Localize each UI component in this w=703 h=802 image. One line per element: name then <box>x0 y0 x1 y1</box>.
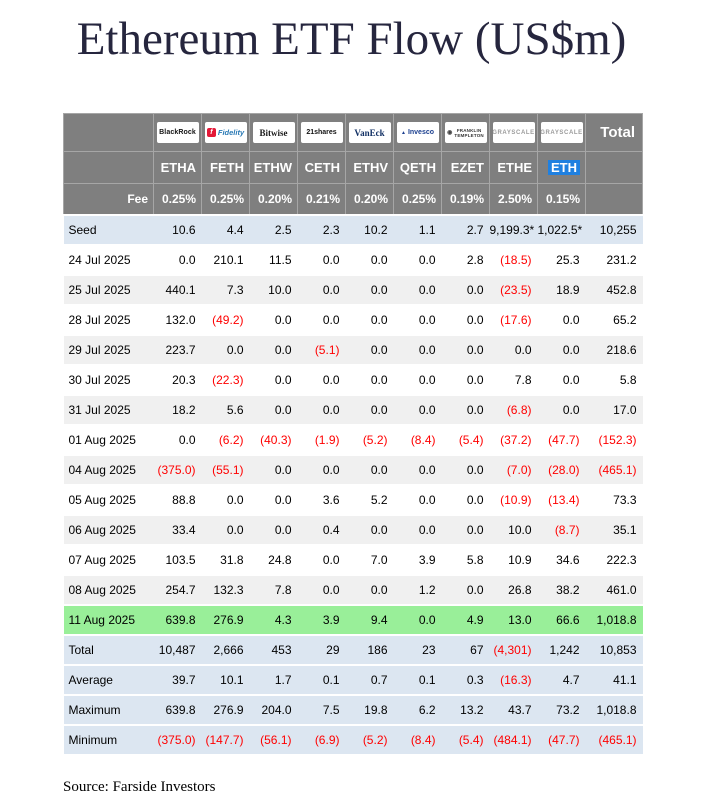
value-cell: 39.7 <box>154 665 202 695</box>
value-cell: (23.5) <box>490 275 538 305</box>
logo-text-line: FRANKLIN <box>456 127 482 133</box>
invesco-icon: ▲ <box>400 129 406 136</box>
table-row <box>64 395 643 425</box>
value-cell: (5.1) <box>298 335 346 365</box>
value-cell: 0.0 <box>250 305 298 335</box>
value-cell: 26.8 <box>490 575 538 605</box>
value-cell: 254.7 <box>154 575 202 605</box>
value-cell: 0.0 <box>394 455 442 485</box>
value-cell: 4.7 <box>538 665 586 695</box>
value-cell: 67 <box>442 635 490 665</box>
source-note: Source: Farside Investors <box>63 779 216 795</box>
value-cell: 0.0 <box>298 365 346 395</box>
value-cell: 7.0 <box>346 545 394 575</box>
value-cell: 0.0 <box>442 365 490 395</box>
value-cell: 29 <box>298 635 346 665</box>
row-label-cell: 08 Aug 2025 <box>64 575 154 605</box>
value-cell: 0.0 <box>298 575 346 605</box>
value-cell: 0.0 <box>346 455 394 485</box>
row-label-cell: 24 Jul 2025 <box>64 245 154 275</box>
table-row <box>64 425 643 455</box>
value-cell: 0.0 <box>394 305 442 335</box>
value-cell: (5.4) <box>442 725 490 754</box>
total-header: Total <box>586 114 643 152</box>
21shares-logo <box>301 122 343 143</box>
value-cell: 0.0 <box>442 335 490 365</box>
value-cell: 2.5 <box>250 215 298 245</box>
table-row <box>64 335 643 365</box>
value-cell: (18.5) <box>490 245 538 275</box>
vaneck-logo-text: VanEck <box>354 127 385 138</box>
value-cell: 0.0 <box>250 485 298 515</box>
row-label-cell: Maximum <box>64 695 154 725</box>
value-cell: 132.3 <box>202 575 250 605</box>
table-row <box>64 665 643 695</box>
value-cell: 0.0 <box>202 335 250 365</box>
value-cell: 2,666 <box>202 635 250 665</box>
provider-logo-cell <box>154 114 202 152</box>
value-cell: 3.6 <box>298 485 346 515</box>
value-cell: 10,487 <box>154 635 202 665</box>
value-cell: 10,853 <box>586 635 643 665</box>
value-cell: (17.6) <box>490 305 538 335</box>
fee-cell: 0.21% <box>298 184 346 216</box>
provider-logo-cell <box>490 114 538 152</box>
value-cell: 18.2 <box>154 395 202 425</box>
value-cell: 38.2 <box>538 575 586 605</box>
etf-flow-table <box>63 113 643 754</box>
value-cell: 0.0 <box>298 545 346 575</box>
value-cell: 25.3 <box>538 245 586 275</box>
provider-logo-cell <box>538 114 586 152</box>
value-cell: 0.0 <box>346 245 394 275</box>
value-cell: 132.0 <box>154 305 202 335</box>
ticker-cell: QETH <box>394 152 442 184</box>
franklin-templeton-logo-text <box>454 128 483 138</box>
value-cell: 4.4 <box>202 215 250 245</box>
row-label-cell: Seed <box>64 215 154 245</box>
value-cell: (47.7) <box>538 725 586 754</box>
value-cell: 10.2 <box>346 215 394 245</box>
value-cell: 0.0 <box>442 575 490 605</box>
value-cell: 31.8 <box>202 545 250 575</box>
row-label-cell: Average <box>64 665 154 695</box>
fee-cell: 0.15% <box>538 184 586 216</box>
value-cell: (375.0) <box>154 725 202 754</box>
row-label-cell: 25 Jul 2025 <box>64 275 154 305</box>
value-cell: 10.9 <box>490 545 538 575</box>
value-cell: 5.8 <box>586 365 643 395</box>
invesco-logo-text: Invesco <box>407 129 435 136</box>
fee-row <box>64 184 643 216</box>
value-cell: 0.0 <box>538 305 586 335</box>
ticker-cell: ETHE <box>490 152 538 184</box>
value-cell: (55.1) <box>202 455 250 485</box>
value-cell: 0.0 <box>346 335 394 365</box>
grayscale-logo-text: GRAYSCALE <box>540 129 583 136</box>
value-cell: 0.0 <box>298 275 346 305</box>
row-label-cell: Total <box>64 635 154 665</box>
value-cell: (28.0) <box>538 455 586 485</box>
vaneck-logo <box>349 122 391 143</box>
row-label-cell: Minimum <box>64 725 154 754</box>
value-cell: (6.8) <box>490 395 538 425</box>
value-cell: 0.0 <box>250 365 298 395</box>
provider-logo-cell <box>298 114 346 152</box>
value-cell: 0.1 <box>298 665 346 695</box>
value-cell: 23 <box>394 635 442 665</box>
value-cell: (22.3) <box>202 365 250 395</box>
value-cell: 18.9 <box>538 275 586 305</box>
franklin-templeton-icon: ◉ <box>447 130 453 136</box>
value-cell: 0.0 <box>298 395 346 425</box>
table-row <box>64 455 643 485</box>
value-cell: 231.2 <box>586 245 643 275</box>
value-cell: 4.9 <box>442 605 490 635</box>
value-cell: (8.4) <box>394 425 442 455</box>
value-cell: 0.0 <box>202 515 250 545</box>
fee-cell: 0.19% <box>442 184 490 216</box>
row-label-cell: 05 Aug 2025 <box>64 485 154 515</box>
logo-text-line: TEMPLETON <box>454 132 484 138</box>
value-cell: 0.0 <box>394 365 442 395</box>
value-cell: 0.4 <box>298 515 346 545</box>
value-cell: 5.8 <box>442 545 490 575</box>
value-cell: 5.2 <box>346 485 394 515</box>
header-blank-cell <box>64 114 154 152</box>
21shares-logo-text: 21shares <box>306 129 337 136</box>
value-cell: 7.8 <box>250 575 298 605</box>
value-cell: 0.0 <box>538 335 586 365</box>
value-cell: 0.0 <box>394 515 442 545</box>
value-cell: 1,242 <box>538 635 586 665</box>
fee-cell: 0.25% <box>202 184 250 216</box>
bitwise-logo <box>253 122 295 143</box>
value-cell: 0.0 <box>202 485 250 515</box>
fidelity-logo-text: Fidelity <box>217 128 245 137</box>
value-cell: (4,301) <box>490 635 538 665</box>
grayscale-logo <box>541 122 583 143</box>
row-label-cell: 01 Aug 2025 <box>64 425 154 455</box>
value-cell: 186 <box>346 635 394 665</box>
ticker-cell <box>538 152 586 184</box>
provider-logo-cell <box>346 114 394 152</box>
value-cell: 0.0 <box>346 575 394 605</box>
table-row <box>64 695 643 725</box>
value-cell: 0.0 <box>250 335 298 365</box>
value-cell: 0.0 <box>442 395 490 425</box>
value-cell: 10.1 <box>202 665 250 695</box>
value-cell: (6.9) <box>298 725 346 754</box>
value-cell: 0.0 <box>298 245 346 275</box>
value-cell: 20.3 <box>154 365 202 395</box>
value-cell: 65.2 <box>586 305 643 335</box>
table-row <box>64 575 643 605</box>
franklin-templeton-logo <box>445 122 487 143</box>
value-cell: 0.0 <box>154 425 202 455</box>
fee-label-cell: Fee <box>64 184 154 216</box>
ticker-eth-highlight: ETH <box>548 160 580 175</box>
ticker-row <box>64 152 643 184</box>
value-cell: 88.8 <box>154 485 202 515</box>
value-cell: 0.0 <box>442 485 490 515</box>
table-row <box>64 515 643 545</box>
value-cell: 639.8 <box>154 695 202 725</box>
value-cell: 0.0 <box>250 395 298 425</box>
row-label-cell: 31 Jul 2025 <box>64 395 154 425</box>
value-cell: 5.6 <box>202 395 250 425</box>
value-cell: 461.0 <box>586 575 643 605</box>
value-cell: 0.0 <box>394 395 442 425</box>
row-label-cell: 07 Aug 2025 <box>64 545 154 575</box>
grayscale-logo-text: GRAYSCALE <box>492 129 535 136</box>
row-label-cell: 11 Aug 2025 <box>64 605 154 635</box>
value-cell: (8.4) <box>394 725 442 754</box>
value-cell: 10.6 <box>154 215 202 245</box>
value-cell: (49.2) <box>202 305 250 335</box>
value-cell: 0.0 <box>298 455 346 485</box>
value-cell: 204.0 <box>250 695 298 725</box>
fidelity-icon: f <box>207 128 216 137</box>
value-cell: 0.0 <box>442 455 490 485</box>
invesco-logo <box>397 122 439 143</box>
value-cell: 33.4 <box>154 515 202 545</box>
value-cell: (484.1) <box>490 725 538 754</box>
value-cell: 6.2 <box>394 695 442 725</box>
table-row <box>64 485 643 515</box>
table-body <box>64 215 643 754</box>
table-header <box>64 114 643 216</box>
table-row <box>64 365 643 395</box>
value-cell: 0.0 <box>394 275 442 305</box>
value-cell: 7.8 <box>490 365 538 395</box>
value-cell: 0.0 <box>346 365 394 395</box>
value-cell: 0.0 <box>154 245 202 275</box>
value-cell: 4.3 <box>250 605 298 635</box>
value-cell: (465.1) <box>586 725 643 754</box>
value-cell: 0.0 <box>346 305 394 335</box>
value-cell: 0.0 <box>394 245 442 275</box>
value-cell: 1.2 <box>394 575 442 605</box>
ticker-cell: ETHA <box>154 152 202 184</box>
value-cell: 0.0 <box>298 305 346 335</box>
value-cell: 453 <box>250 635 298 665</box>
table-row <box>64 545 643 575</box>
value-cell: 35.1 <box>586 515 643 545</box>
value-cell: 11.5 <box>250 245 298 275</box>
value-cell: 223.7 <box>154 335 202 365</box>
value-cell: (1.9) <box>298 425 346 455</box>
fee-cell: 0.20% <box>250 184 298 216</box>
value-cell: 0.0 <box>250 515 298 545</box>
table-row <box>64 725 643 754</box>
table-row <box>64 275 643 305</box>
value-cell: 0.0 <box>442 515 490 545</box>
value-cell: 2.3 <box>298 215 346 245</box>
value-cell: 0.3 <box>442 665 490 695</box>
row-label-cell: 04 Aug 2025 <box>64 455 154 485</box>
value-cell: (6.2) <box>202 425 250 455</box>
value-cell: 1,018.8 <box>586 605 643 635</box>
value-cell: 17.0 <box>586 395 643 425</box>
value-cell: (152.3) <box>586 425 643 455</box>
value-cell: (5.2) <box>346 425 394 455</box>
provider-logo-cell <box>394 114 442 152</box>
fee-cell: 0.25% <box>154 184 202 216</box>
value-cell: 13.0 <box>490 605 538 635</box>
value-cell: (37.2) <box>490 425 538 455</box>
value-cell: (40.3) <box>250 425 298 455</box>
value-cell: 210.1 <box>202 245 250 275</box>
table-row <box>64 305 643 335</box>
table-row <box>64 215 643 245</box>
fidelity-logo <box>205 122 247 143</box>
blackrock-logo <box>157 122 199 143</box>
value-cell: 13.2 <box>442 695 490 725</box>
value-cell: 0.0 <box>394 605 442 635</box>
header-blank-cell <box>64 152 154 184</box>
provider-logo-cell <box>442 114 490 152</box>
value-cell: 440.1 <box>154 275 202 305</box>
table-row <box>64 635 643 665</box>
value-cell: 0.0 <box>538 395 586 425</box>
value-cell: 3.9 <box>298 605 346 635</box>
value-cell: 0.1 <box>394 665 442 695</box>
value-cell: 0.0 <box>442 275 490 305</box>
grayscale-logo <box>493 122 535 143</box>
value-cell: (16.3) <box>490 665 538 695</box>
value-cell: 0.0 <box>250 455 298 485</box>
value-cell: 222.3 <box>586 545 643 575</box>
value-cell: 9.4 <box>346 605 394 635</box>
value-cell: (7.0) <box>490 455 538 485</box>
value-cell: 34.6 <box>538 545 586 575</box>
value-cell: (375.0) <box>154 455 202 485</box>
value-cell: 0.7 <box>346 665 394 695</box>
value-cell: (47.7) <box>538 425 586 455</box>
value-cell: 73.2 <box>538 695 586 725</box>
value-cell: 1.1 <box>394 215 442 245</box>
value-cell: 218.6 <box>586 335 643 365</box>
table-row <box>64 605 643 635</box>
value-cell: 1.7 <box>250 665 298 695</box>
fee-cell: 0.20% <box>346 184 394 216</box>
value-cell: 10.0 <box>250 275 298 305</box>
value-cell: 276.9 <box>202 695 250 725</box>
value-cell: (5.4) <box>442 425 490 455</box>
value-cell: (147.7) <box>202 725 250 754</box>
value-cell: (13.4) <box>538 485 586 515</box>
provider-logo-cell <box>250 114 298 152</box>
ticker-cell: EZET <box>442 152 490 184</box>
bitwise-logo-text: Bitwise <box>259 127 288 138</box>
value-cell: 1,022.5* <box>538 215 586 245</box>
ticker-cell: ETHW <box>250 152 298 184</box>
page-title: Ethereum ETF Flow (US$m) <box>76 13 627 65</box>
value-cell: (56.1) <box>250 725 298 754</box>
ticker-cell: CETH <box>298 152 346 184</box>
row-label-cell: 06 Aug 2025 <box>64 515 154 545</box>
blackrock-logo-text: BlackRock <box>159 129 196 136</box>
value-cell: 0.0 <box>490 335 538 365</box>
value-cell: 43.7 <box>490 695 538 725</box>
value-cell: 0.0 <box>346 515 394 545</box>
value-cell: (10.9) <box>490 485 538 515</box>
row-label-cell: 28 Jul 2025 <box>64 305 154 335</box>
value-cell: (465.1) <box>586 455 643 485</box>
value-cell: 2.7 <box>442 215 490 245</box>
value-cell: 2.8 <box>442 245 490 275</box>
value-cell: 73.3 <box>586 485 643 515</box>
value-cell: 41.1 <box>586 665 643 695</box>
value-cell: (5.2) <box>346 725 394 754</box>
value-cell: 24.8 <box>250 545 298 575</box>
value-cell: 639.8 <box>154 605 202 635</box>
logo-row <box>64 114 643 152</box>
fee-cell: 0.25% <box>394 184 442 216</box>
value-cell: 7.5 <box>298 695 346 725</box>
value-cell: 10.0 <box>490 515 538 545</box>
value-cell: 10,255 <box>586 215 643 245</box>
value-cell: 66.6 <box>538 605 586 635</box>
value-cell: 0.0 <box>394 335 442 365</box>
value-cell: 19.8 <box>346 695 394 725</box>
value-cell: 3.9 <box>394 545 442 575</box>
value-cell: 0.0 <box>442 305 490 335</box>
ticker-cell: FETH <box>202 152 250 184</box>
value-cell: 0.0 <box>538 365 586 395</box>
row-label-cell: 29 Jul 2025 <box>64 335 154 365</box>
header-blank-cell <box>586 152 643 184</box>
value-cell: 1,018.8 <box>586 695 643 725</box>
value-cell: 0.0 <box>346 275 394 305</box>
value-cell: 7.3 <box>202 275 250 305</box>
fee-cell: 2.50% <box>490 184 538 216</box>
value-cell: 0.0 <box>346 395 394 425</box>
header-blank-cell <box>586 184 643 216</box>
ticker-cell: ETHV <box>346 152 394 184</box>
value-cell: (8.7) <box>538 515 586 545</box>
value-cell: 103.5 <box>154 545 202 575</box>
value-cell: 9,199.3* <box>490 215 538 245</box>
table-row <box>64 245 643 275</box>
value-cell: 0.0 <box>394 485 442 515</box>
row-label-cell: 30 Jul 2025 <box>64 365 154 395</box>
value-cell: 452.8 <box>586 275 643 305</box>
provider-logo-cell <box>202 114 250 152</box>
value-cell: 276.9 <box>202 605 250 635</box>
